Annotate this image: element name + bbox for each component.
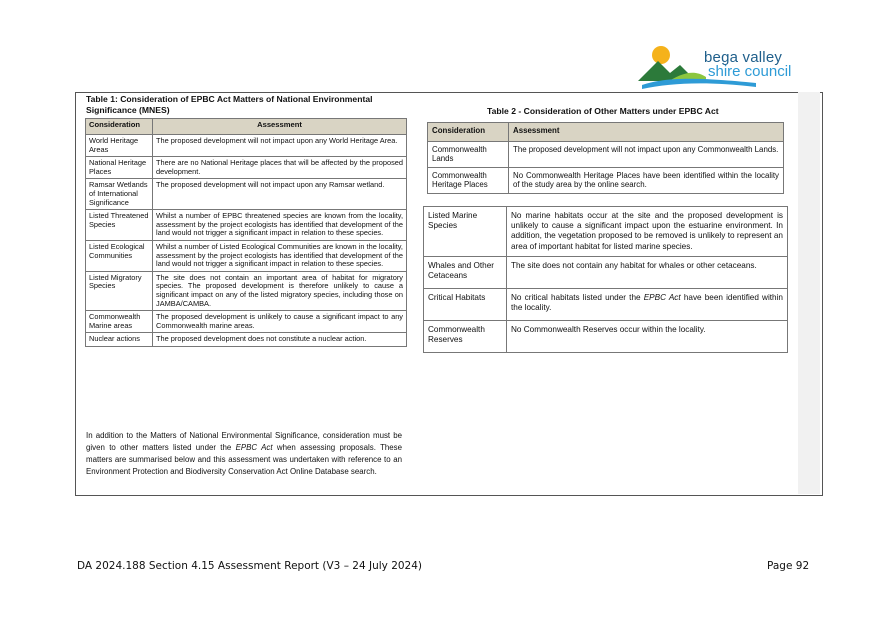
table-cell: No Commonwealth Reserves occur within the locality. (507, 320, 788, 352)
table-cell: Whales and Other Cetaceans (424, 256, 507, 288)
table-row (428, 167, 784, 193)
table-cell: Commonwealth Reserves (424, 320, 507, 352)
table-cell: The proposed development does not constitute a nuclear action. (153, 333, 407, 347)
table-cell: No marine habitats occur at the site and the proposed development is unlikely to cause a significant impact upon the estuarine environment. In addition, the vegetation proposed to be removed is unlikely to represent an area of important habitat for listed marine species. (507, 207, 788, 257)
table-row (86, 240, 407, 271)
table-cell: The proposed development will not impact upon any World Heritage Area. (153, 135, 407, 157)
table-cell: The proposed development will not impact upon any Commonwealth Lands. (509, 142, 784, 168)
table-row (424, 207, 788, 257)
logo-wordmark (704, 51, 791, 79)
table-cell: Listed Ecological Communities (86, 240, 153, 271)
logo-line-2: shire council (708, 63, 792, 80)
table-cell: Commonwealth Lands (428, 142, 509, 168)
table-cell: Listed Marine Species (424, 207, 507, 257)
table2-header-assessment: Assessment (509, 123, 784, 142)
table-cell: Whilst a number of Listed Ecological Communities are known in the locality, assessment by the project ecologists has identified that development of the land would not trigger a significant impact in relation to these species. (153, 240, 407, 271)
table-row (86, 311, 407, 333)
table2-header-row (428, 123, 784, 142)
table-cell: Nuclear actions (86, 333, 153, 347)
table-row (86, 210, 407, 241)
table-row (424, 256, 788, 288)
footer-page-number: Page 92 (767, 560, 810, 572)
table-cell: World Heritage Areas (86, 135, 153, 157)
table-row (86, 333, 407, 347)
table-cell: Whilst a number of EPBC threatened species are known from the locality, assessment by the project ecologists has identified that development of the land would not trigger a significant impact in relation to these species. (153, 210, 407, 241)
epbc-paragraph (86, 430, 402, 478)
paragraph-text-before: In addition to the Matters of National Environmental Significance, consideration must be given to other matters listed under the (86, 431, 402, 452)
epbc-act-italic: EPBC Act (643, 292, 681, 302)
logo-sun (652, 46, 670, 64)
table2-bottom (423, 206, 788, 353)
footer-document-reference: DA 2024.188 Section 4.15 Assessment Report (V3 – 24 July 2024) (77, 560, 423, 572)
paragraph-text-after: when assessing proposals. These matters are summarised below and this assessment was undertaken with reference to an Environment Protection and Biodiversity Conservation Act Online Database search. (86, 443, 403, 476)
table2-title: Table 2 - Consideration of Other Matters under EPBC Act (487, 106, 719, 116)
table-cell: National Heritage Places (86, 157, 153, 179)
table-cell: Listed Threatened Species (86, 210, 153, 241)
table-cell: The proposed development is unlikely to cause a significant impact to any Commonwealth marine areas. (153, 311, 407, 333)
table-row (86, 271, 407, 310)
table-cell: Listed Migratory Species (86, 271, 153, 310)
table-cell: The site does not contain any habitat for whales or other cetaceans. (507, 256, 788, 288)
table1-header-assessment: Assessment (153, 119, 407, 135)
table1-title: Table 1: Consideration of EPBC Act Matters of National Environmental Significance (MNES) (86, 94, 373, 115)
table-cell: Commonwealth Marine areas (86, 311, 153, 333)
table-cell: Ramsar Wetlands of International Significance (86, 179, 153, 210)
table-row (424, 320, 788, 352)
paragraph-text-italic: EPBC Act (235, 443, 273, 452)
table-row (424, 288, 788, 320)
table-row (86, 135, 407, 157)
table-row (86, 179, 407, 210)
table-cell: No critical habitats listed under the EPBC Act have been identified within the locality. (507, 288, 788, 320)
table1-header-consideration: Consideration (86, 119, 153, 135)
table-cell: No Commonwealth Heritage Places have been identified within the locality of the study area by the online search. (509, 167, 784, 193)
table-cell: There are no National Heritage places that will be affected by the proposed development. (153, 157, 407, 179)
scan-edge-shade (798, 92, 820, 494)
table-cell: Commonwealth Heritage Places (428, 167, 509, 193)
logo-line-1: bega valley (704, 49, 783, 66)
table-cell: The proposed development will not impact upon any Ramsar wetland. (153, 179, 407, 210)
table1 (85, 118, 407, 347)
table-row (428, 142, 784, 168)
table-cell: The site does not contain an important area of habitat for migratory species. The proposed development is therefore unlikely to cause a significant impact on any of the listed migratory species, including those on JAMBA/CAMBA. (153, 271, 407, 310)
table2-header-consideration: Consideration (428, 123, 509, 142)
table-cell: Critical Habitats (424, 288, 507, 320)
table2-top (427, 122, 784, 194)
table-row (86, 157, 407, 179)
table1-header-row (86, 119, 407, 135)
